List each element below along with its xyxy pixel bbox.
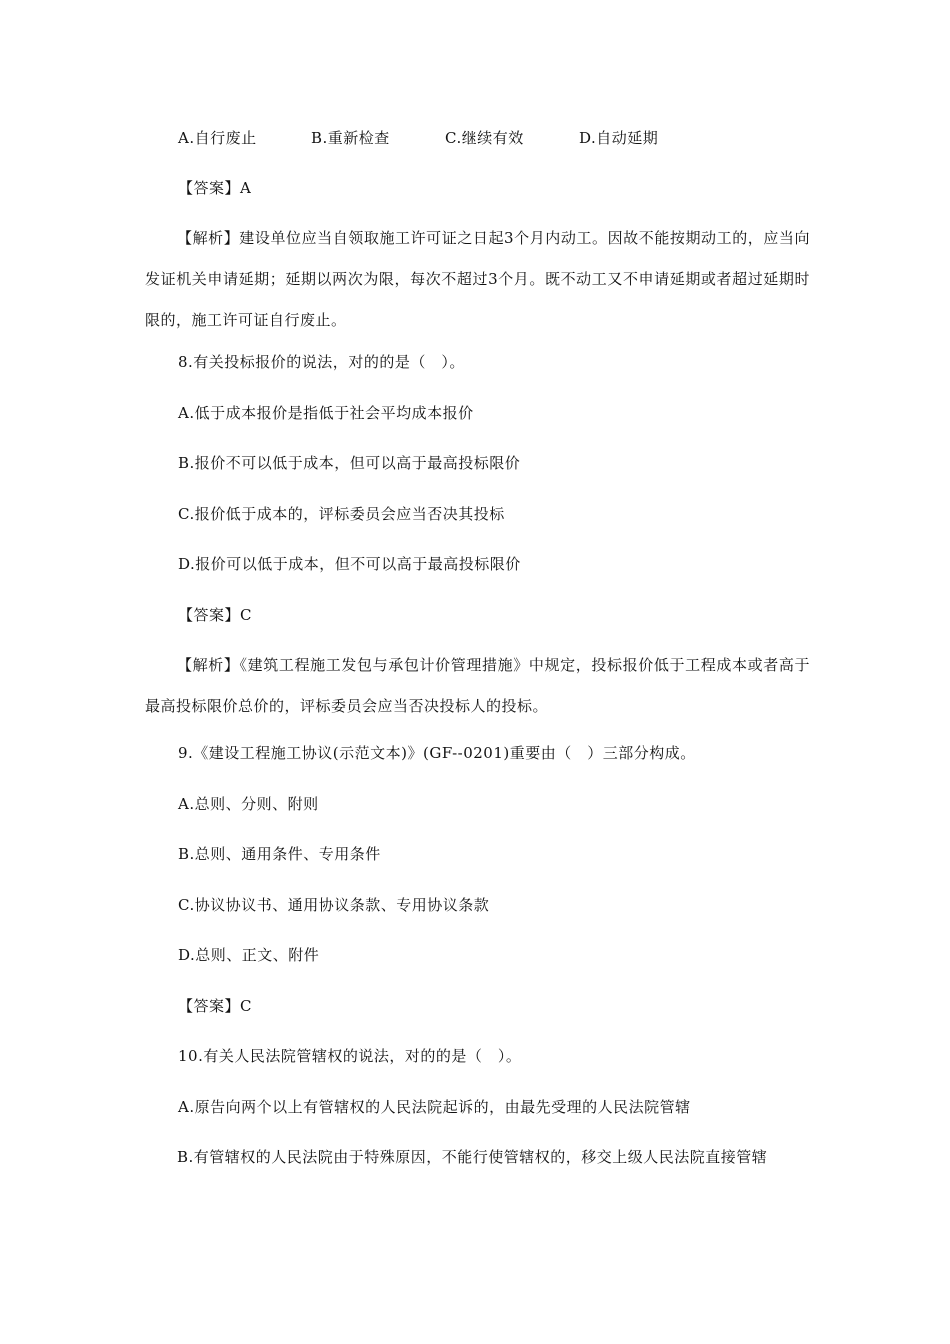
q8-option-b: B.报价不可以低于成本，但可以高于最高投标限价 bbox=[178, 454, 521, 472]
q9-answer: 【答案】C bbox=[178, 997, 252, 1015]
q7-option-b: B.重新检查 bbox=[311, 129, 390, 147]
q8-option-a: A.低于成本报价是指低于社会平均成本报价 bbox=[178, 404, 474, 422]
q8-answer: 【答案】C bbox=[178, 606, 252, 624]
q7-answer: 【答案】A bbox=[178, 179, 252, 197]
q9-question: 9.《建设工程施工协议(示范文本)》(GF--0201)重要由（ ）三部分构成。 bbox=[178, 744, 696, 762]
q10-option-b: B.有管辖权的人民法院由于特殊原因，不能行使管辖权的，移交上级人民法院直接管辖 bbox=[177, 1148, 768, 1166]
q9-option-c: C.协议协议书、通用协议条款、专用协议条款 bbox=[178, 896, 490, 914]
q7-option-a: A.自行废止 bbox=[178, 129, 257, 147]
q9-option-b: B.总则、通用条件、专用条件 bbox=[178, 845, 381, 863]
q7-option-c: C.继续有效 bbox=[445, 129, 524, 147]
q8-analysis: 【解析】《建筑工程施工发包与承包计价管理措施》中规定，投标报价低于工程成本或者高于最高投标限价总价的，评标委员会应当否决投标人的投标。 bbox=[145, 656, 810, 715]
q7-analysis: 【解析】建设单位应当自领取施工许可证之日起3个月内动工。因故不能按期动工的，应当向发证机关申请延期；延期以两次为限，每次不超过3个月。既不动工又不申请延期或者超过延期时限的，施工许可证自行废止。 bbox=[145, 229, 810, 329]
q7-option-d: D.自动延期 bbox=[579, 129, 659, 147]
q10-option-a: A.原告向两个以上有管辖权的人民法院起诉的，由最先受理的人民法院管辖 bbox=[178, 1098, 691, 1116]
q8-question: 8.有关投标报价的说法，对的的是（ ）。 bbox=[178, 353, 465, 371]
q8-option-c: C.报价低于成本的，评标委员会应当否决其投标 bbox=[178, 505, 505, 523]
q8-option-d: D.报价可以低于成本，但不可以高于最高投标限价 bbox=[178, 555, 521, 573]
q10-question: 10.有关人民法院管辖权的说法，对的的是（ ）。 bbox=[178, 1047, 522, 1065]
q9-option-d: D.总则、正文、附件 bbox=[178, 946, 320, 964]
q9-option-a: A.总则、分则、附则 bbox=[178, 795, 319, 813]
